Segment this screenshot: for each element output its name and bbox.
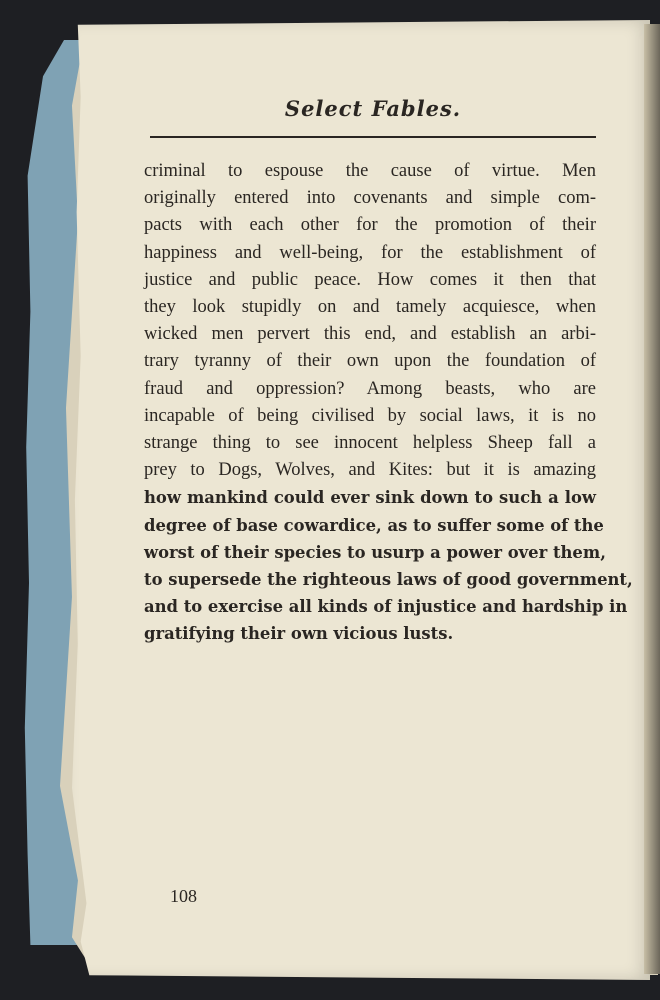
text-line-17: and to exercise all kinds of injustice and hardship in — [144, 597, 628, 617]
text-line-13: how mankind could ever sink down to such a low — [144, 488, 596, 508]
text-line-1: criminal to espouse the cause of virtue. Men — [144, 161, 596, 181]
text-line-6: they look stupidly on and tamely acquiesce, when — [144, 297, 596, 318]
text-line-16: to supersede the righteous laws of good government, — [144, 570, 633, 590]
text-line-10: incapable of being civilised by social laws, it is no — [144, 405, 596, 426]
body-text — [144, 158, 633, 648]
show-through-texture — [150, 610, 596, 870]
page-gutter-shadow — [644, 24, 660, 974]
text-line-5: justice and public peace. How comes it then that — [144, 269, 596, 290]
text-line-18: gratifying their own vicious lusts. — [144, 624, 454, 644]
text-line-15: worst of their species to usurp a power over them, — [144, 542, 606, 562]
text-line-7: wicked men pervert this end, and establish an arbi- — [144, 324, 596, 345]
text-line-4: happiness and well-being, for the establishment of — [144, 242, 596, 263]
text-line-2: originally entered into covenants and simple com- — [144, 188, 596, 209]
text-line-9: fraud and oppression? Among beasts, who are — [144, 378, 596, 399]
page-number: 108 — [170, 886, 197, 906]
running-head: Select Fables. — [284, 96, 462, 121]
text-line-14: degree of base cowardice, as to suffer some of the — [144, 515, 604, 535]
text-line-11: strange thing to see innocent helpless Sheep fall a — [144, 433, 596, 454]
text-line-12: prey to Dogs, Wolves, and Kites: but it is amazing — [144, 460, 596, 481]
header-rule — [150, 136, 596, 138]
text-line-3: pacts with each other for the promotion of their — [144, 215, 596, 236]
text-line-8: trary tyranny of their own upon the foundation of — [144, 351, 596, 372]
